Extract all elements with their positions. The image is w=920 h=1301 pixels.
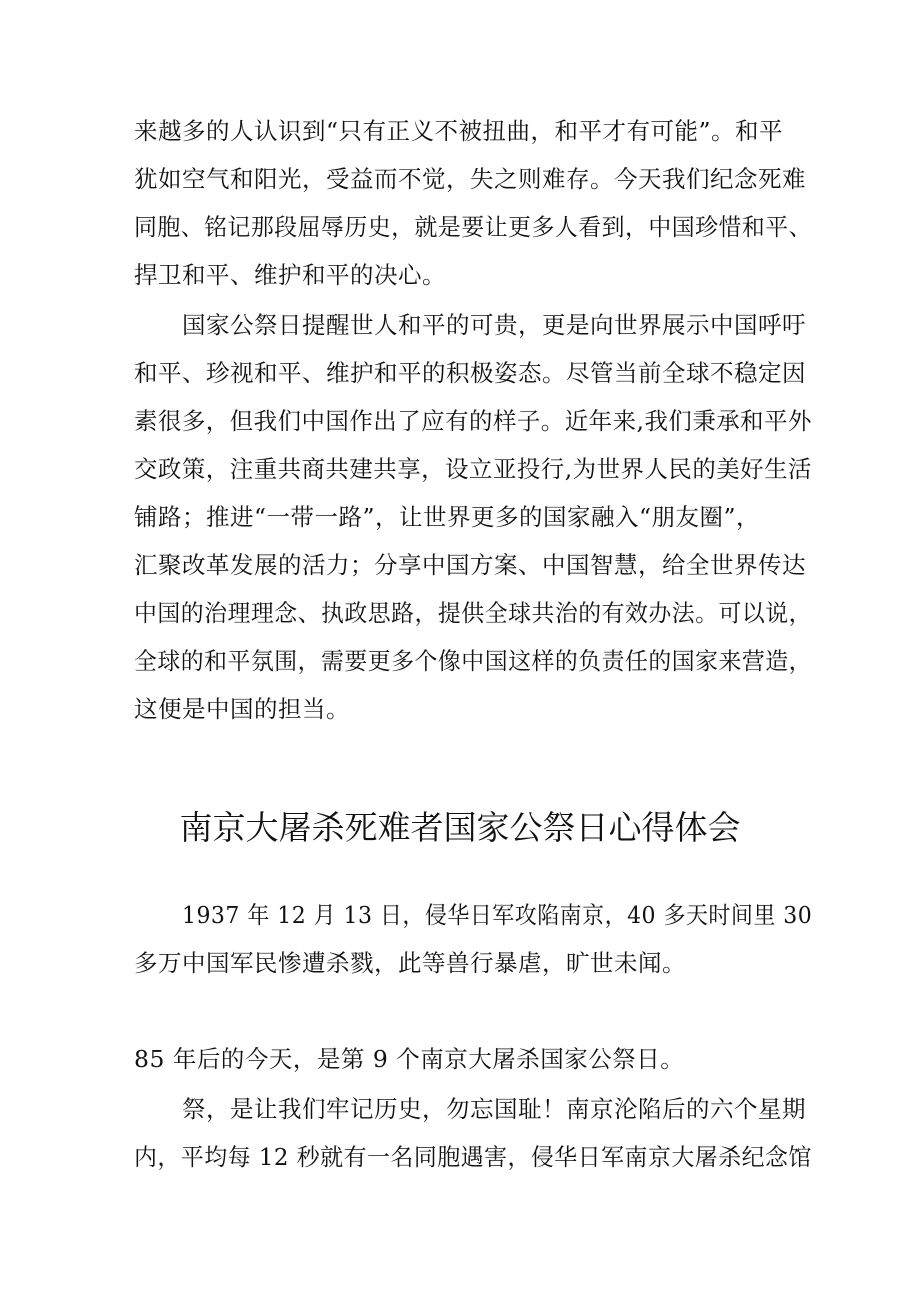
page-title: 南京大屠杀死难者国家公祭日心得体会 [179,808,741,847]
paragraph-2-line-7: 中国的治理理念、执政思路，提供全球共治的有效办法。可以说， [134,599,812,627]
paragraph-5-line-2: 内，平均每 12 秒就有一名同胞遇害，侵华日军南京大屠杀纪念馆 [134,1143,812,1171]
paragraph-2-line-1: 国家公祭日提醒世人和平的可贵，更是向世界展示中国呼吁 [182,311,806,339]
paragraph-1-line-1: 来越多的人认识到“只有正义不被扭曲，和平才有可能”。和平 [134,117,784,145]
paragraph-2-line-3: 素很多，但我们中国作出了应有的样子。近年来,我们秉承和平外 [134,407,812,435]
paragraph-2-line-2: 和平、珍视和平、维护和平的积极姿态。尽管当前全球不稳定因 [134,359,806,387]
paragraph-3-line-2: 多万中国军民惨遭杀戮，此等兽行暴虐，旷世未闻。 [134,949,686,977]
paragraph-2-line-4: 交政策，注重共商共建共享，设立亚投行,为世界人民的美好生活 [134,455,812,483]
paragraph-5-line-1: 祭，是让我们牢记历史，勿忘国耻！南京沦陷后的六个星期 [182,1095,806,1123]
paragraph-3-line-1: 1937 年 12 月 13 日，侵华日军攻陷南京，40 多天时间里 30 [182,901,813,929]
paragraph-2-line-8: 全球的和平氛围，需要更多个像中国这样的负责任的国家来营造， [134,647,812,675]
paragraph-2-line-5: 铺路；推进“一带一路”，让世界更多的国家融入“朋友圈”， [134,503,761,531]
paragraph-1-line-3: 同胞、铭记那段屈辱历史，就是要让更多人看到，中国珍惜和平、 [134,213,812,241]
paragraph-1-line-2: 犹如空气和阳光，受益而不觉，失之则难存。今天我们纪念死难 [134,165,806,193]
paragraph-2-line-6: 汇聚改革发展的活力；分享中国方案、中国智慧，给全世界传达 [134,551,806,579]
paragraph-2-line-9: 这便是中国的担当。 [134,695,350,723]
paragraph-1-line-4: 捍卫和平、维护和平的决心。 [134,261,446,289]
paragraph-4-line-1: 85 年后的今天，是第 9 个南京大屠杀国家公祭日。 [134,1045,685,1073]
